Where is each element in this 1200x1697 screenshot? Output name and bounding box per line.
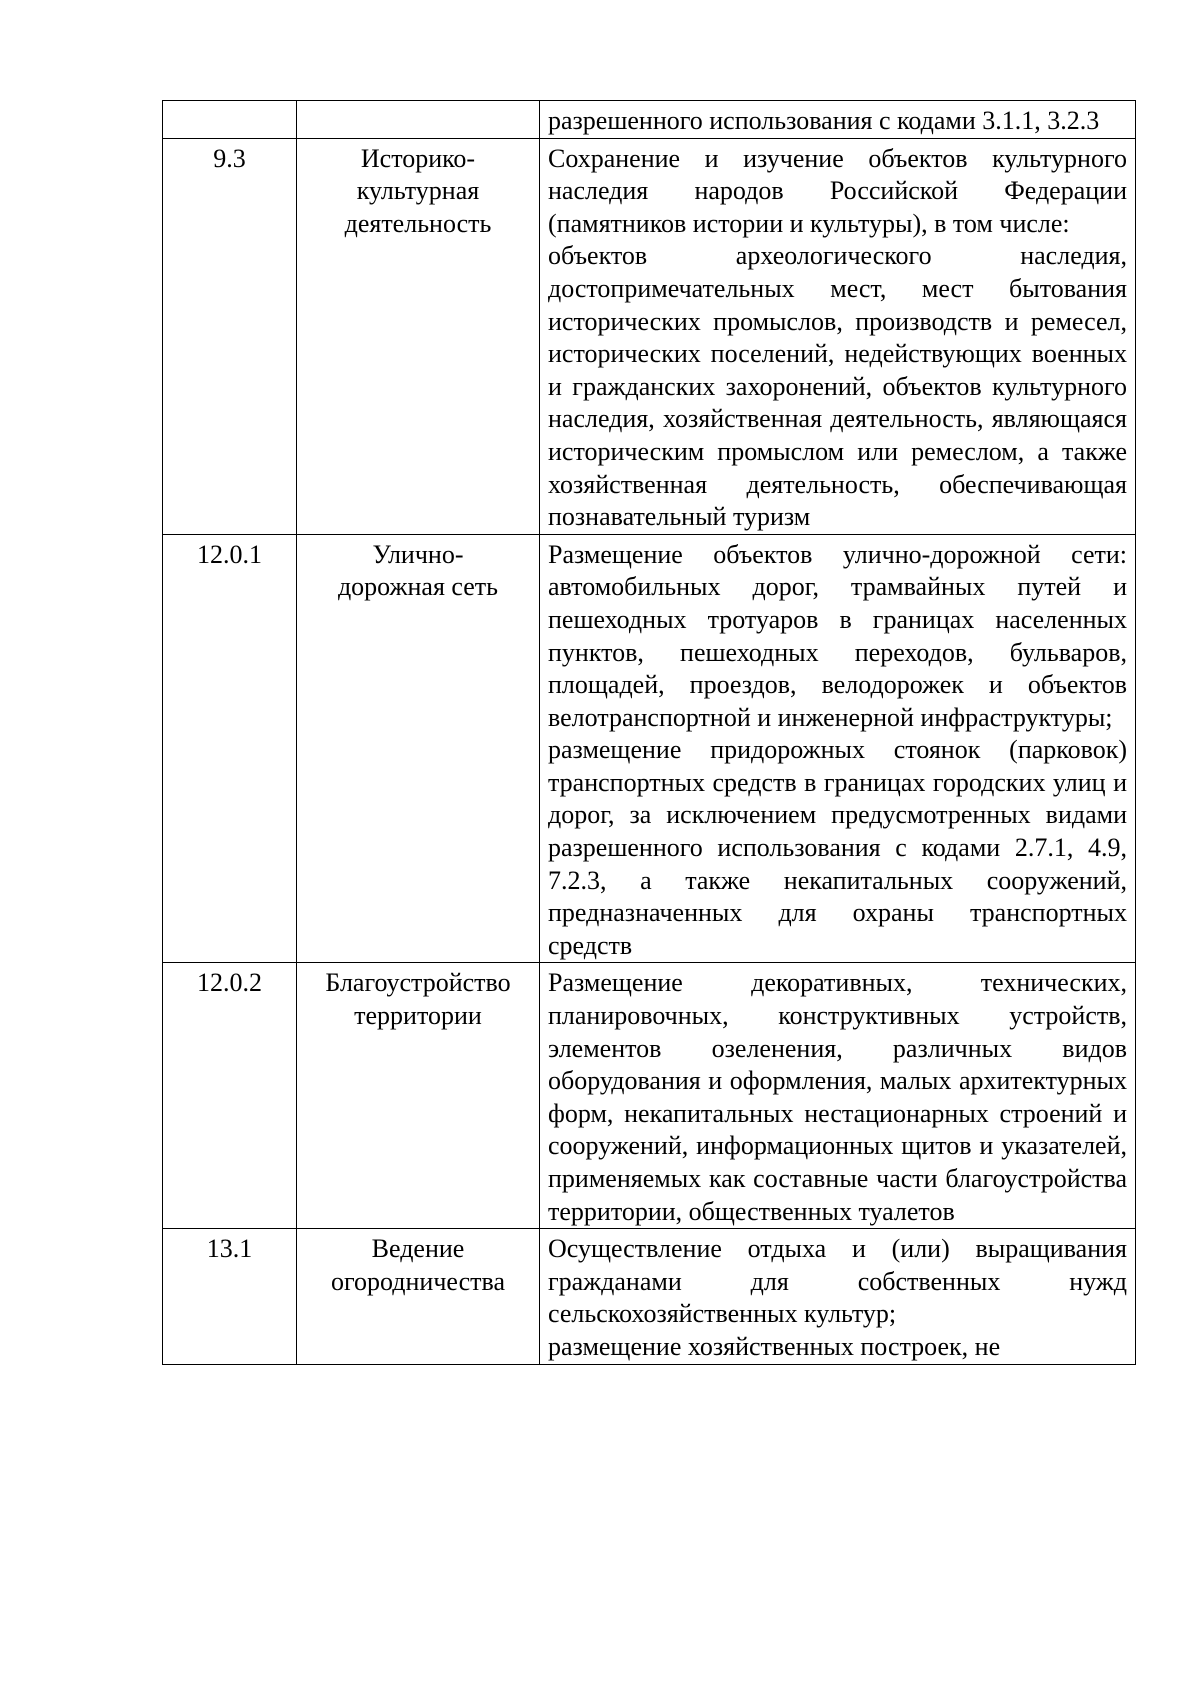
description-paragraph: Размещение декоративных, технических, планировочных, конструктивных устройств, элементов озеленения, различных видов оборудования и оформления, малых архитектурных форм, некапитальных нестационарных строений и сооружений, информационных щитов и указателей, применяемых как составные части благоустройства территории, общественных туалетов — [548, 968, 1127, 1226]
row-name — [297, 138, 540, 534]
row-description — [540, 963, 1136, 1229]
land-use-table — [162, 100, 1136, 1365]
name-line: Ведение — [371, 1234, 465, 1264]
row-name — [297, 534, 540, 963]
table-row — [163, 534, 1136, 963]
row-description — [540, 138, 1136, 534]
description-paragraph: размещение придорожных стоянок (парковок) транспортных средств в границах городских улиц и дорог, за исключением предусмотренных видами разрешенного использования с кодами 2.7.1, 4.9, 7.2.3, а также некапитальных сооружений, предназначенных для охраны транспортных средств — [548, 735, 1127, 960]
name-line: огородничества — [331, 1266, 505, 1296]
row-code: 9.3 — [163, 138, 297, 534]
description-paragraph: объектов археологического наследия, достопримечательных мест, мест бытования исторических промыслов, производств и ремесел, исторических поселений, недействующих военных и гражданских захоронений, объектов культурного наследия, хозяйственная деятельность, являющаяся историческим промыслом или ремеслом, а также хозяйственная деятельность, обеспечивающая познавательный туризм — [548, 241, 1127, 532]
row-name — [297, 1229, 540, 1364]
name-line: Благоустройство — [325, 968, 511, 998]
table-row — [163, 963, 1136, 1229]
row-code: 13.1 — [163, 1229, 297, 1364]
description-paragraph: размещение хозяйственных построек, не — [548, 1331, 1001, 1361]
description-paragraph: Размещение объектов улично-дорожной сети: автомобильных дорог, трамвайных путей и пешеходных тротуаров в границах населенных пунктов, пешеходных переходов, бульваров, площадей, проездов, велодорожек и объектов велотранспортной и инженерной инфраструктуры; — [548, 539, 1127, 732]
row-description — [540, 1229, 1136, 1364]
name-line: Историко- — [360, 143, 476, 173]
row-description — [540, 101, 1136, 139]
row-code — [163, 101, 297, 139]
name-line: Улично- — [372, 539, 464, 569]
name-line: деятельность — [344, 208, 492, 238]
description-paragraph: Осуществление отдыха и (или) выращивания гражданами для собственных нужд сельскохозяйственных культур; — [548, 1234, 1127, 1329]
row-name — [297, 101, 540, 139]
name-line: дорожная сеть — [337, 572, 499, 602]
row-description — [540, 534, 1136, 963]
description-paragraph: разрешенного использования с кодами 3.1.1, 3.2.3 — [548, 106, 1100, 135]
description-paragraph: Сохранение и изучение объектов культурного наследия народов Российской Федерации (памятников истории и культуры), в том числе: — [548, 143, 1127, 238]
table-body — [163, 101, 1136, 1365]
name-line: культурная — [356, 176, 480, 206]
row-code: 12.0.1 — [163, 534, 297, 963]
table-row — [163, 101, 1136, 139]
name-line: территории — [354, 1001, 482, 1031]
row-name — [297, 963, 540, 1229]
row-code: 12.0.2 — [163, 963, 297, 1229]
table-row — [163, 138, 1136, 534]
table-row — [163, 1229, 1136, 1364]
